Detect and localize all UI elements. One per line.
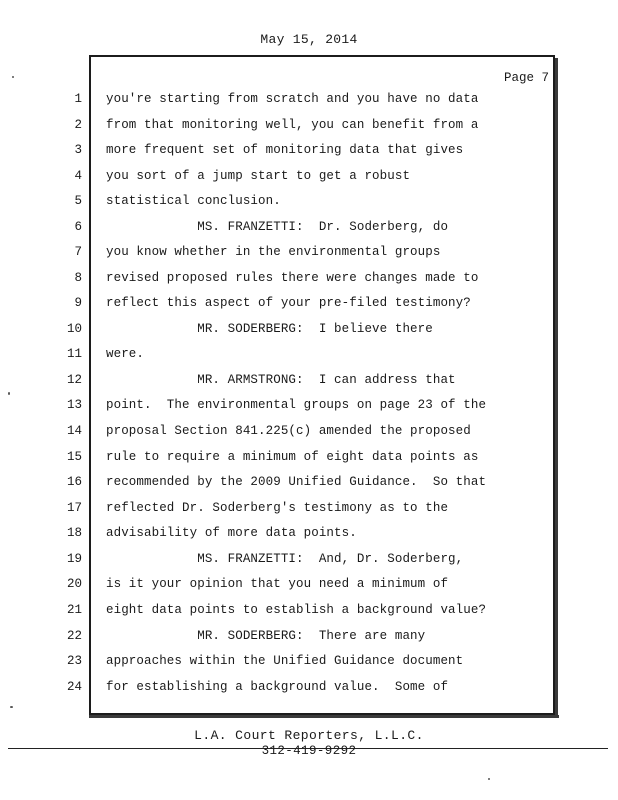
line-number: 8 (74, 271, 82, 285)
page-number-label: Page 7 (503, 71, 549, 85)
line-number: 17 (66, 501, 82, 515)
transcript-line: from that monitoring well, you can benefit from a (106, 118, 479, 132)
line-number: 9 (74, 296, 82, 310)
line-number: 21 (66, 603, 82, 617)
line-number: 2 (74, 118, 82, 132)
footer-phone-number: 312-419-9292 (261, 744, 357, 758)
transcript-line: you sort of a jump start to get a robust (106, 169, 411, 183)
transcript-line: you know whether in the environmental groups (106, 245, 441, 259)
line-number: 14 (66, 424, 82, 438)
frame-shadow-bottom (89, 715, 559, 718)
scan-speck (12, 76, 14, 78)
footer-company-name: L.A. Court Reporters, L.L.C. (194, 728, 424, 743)
transcript-line: MS. FRANZETTI: Dr. Soderberg, do (106, 220, 449, 234)
line-number: 15 (66, 450, 82, 464)
transcript-line: reflected Dr. Soderberg's testimony as to the (106, 501, 449, 515)
transcript-line: MR. SODERBERG: There are many (106, 629, 426, 643)
line-number: 5 (74, 194, 82, 208)
frame-shadow-right (555, 58, 558, 718)
line-number: 3 (74, 143, 82, 157)
scan-speck (8, 392, 10, 395)
transcript-line: approaches within the Unified Guidance document (106, 654, 464, 668)
transcript-line: is it your opinion that you need a minimum of (106, 577, 449, 591)
line-number: 19 (66, 552, 82, 566)
line-number: 12 (66, 373, 82, 387)
line-number: 22 (66, 629, 82, 643)
transcript-line: recommended by the 2009 Unified Guidance. So that (106, 475, 487, 489)
scan-speck (10, 706, 13, 708)
line-number: 23 (66, 654, 82, 668)
transcript-line: MR. ARMSTRONG: I can address that (106, 373, 456, 387)
transcript-line: eight data points to establish a background value? (106, 603, 487, 617)
line-number: 24 (66, 680, 82, 694)
line-number: 7 (74, 245, 82, 259)
transcript-line: for establishing a background value. Some of (106, 680, 449, 694)
transcript-line: more frequent set of monitoring data that gives (106, 143, 464, 157)
transcript-date: May 15, 2014 (260, 32, 358, 47)
line-number: 13 (66, 398, 82, 412)
line-number: 16 (66, 475, 82, 489)
transcript-line: revised proposed rules there were changes made to (106, 271, 479, 285)
transcript-line: MR. SODERBERG: I believe there (106, 322, 433, 336)
line-number: 1 (74, 92, 82, 106)
transcript-line: proposal Section 841.225(c) amended the proposed (106, 424, 471, 438)
transcript-line: advisability of more data points. (106, 526, 357, 540)
transcript-line: rule to require a minimum of eight data points as (106, 450, 479, 464)
line-number: 4 (74, 169, 82, 183)
transcript-line: point. The environmental groups on page 23 of the (106, 398, 487, 412)
transcript-line: reflect this aspect of your pre-filed testimony? (106, 296, 471, 310)
transcript-line: MS. FRANZETTI: And, Dr. Soderberg, (106, 552, 464, 566)
line-number: 6 (74, 220, 82, 234)
line-number: 11 (66, 347, 82, 361)
transcript-line: were. (106, 347, 145, 361)
transcript-line: statistical conclusion. (106, 194, 281, 208)
line-number: 20 (66, 577, 82, 591)
line-number: 18 (66, 526, 82, 540)
scan-speck (488, 778, 490, 780)
line-number: 10 (66, 322, 82, 336)
transcript-line: you're starting from scratch and you have no data (106, 92, 479, 106)
